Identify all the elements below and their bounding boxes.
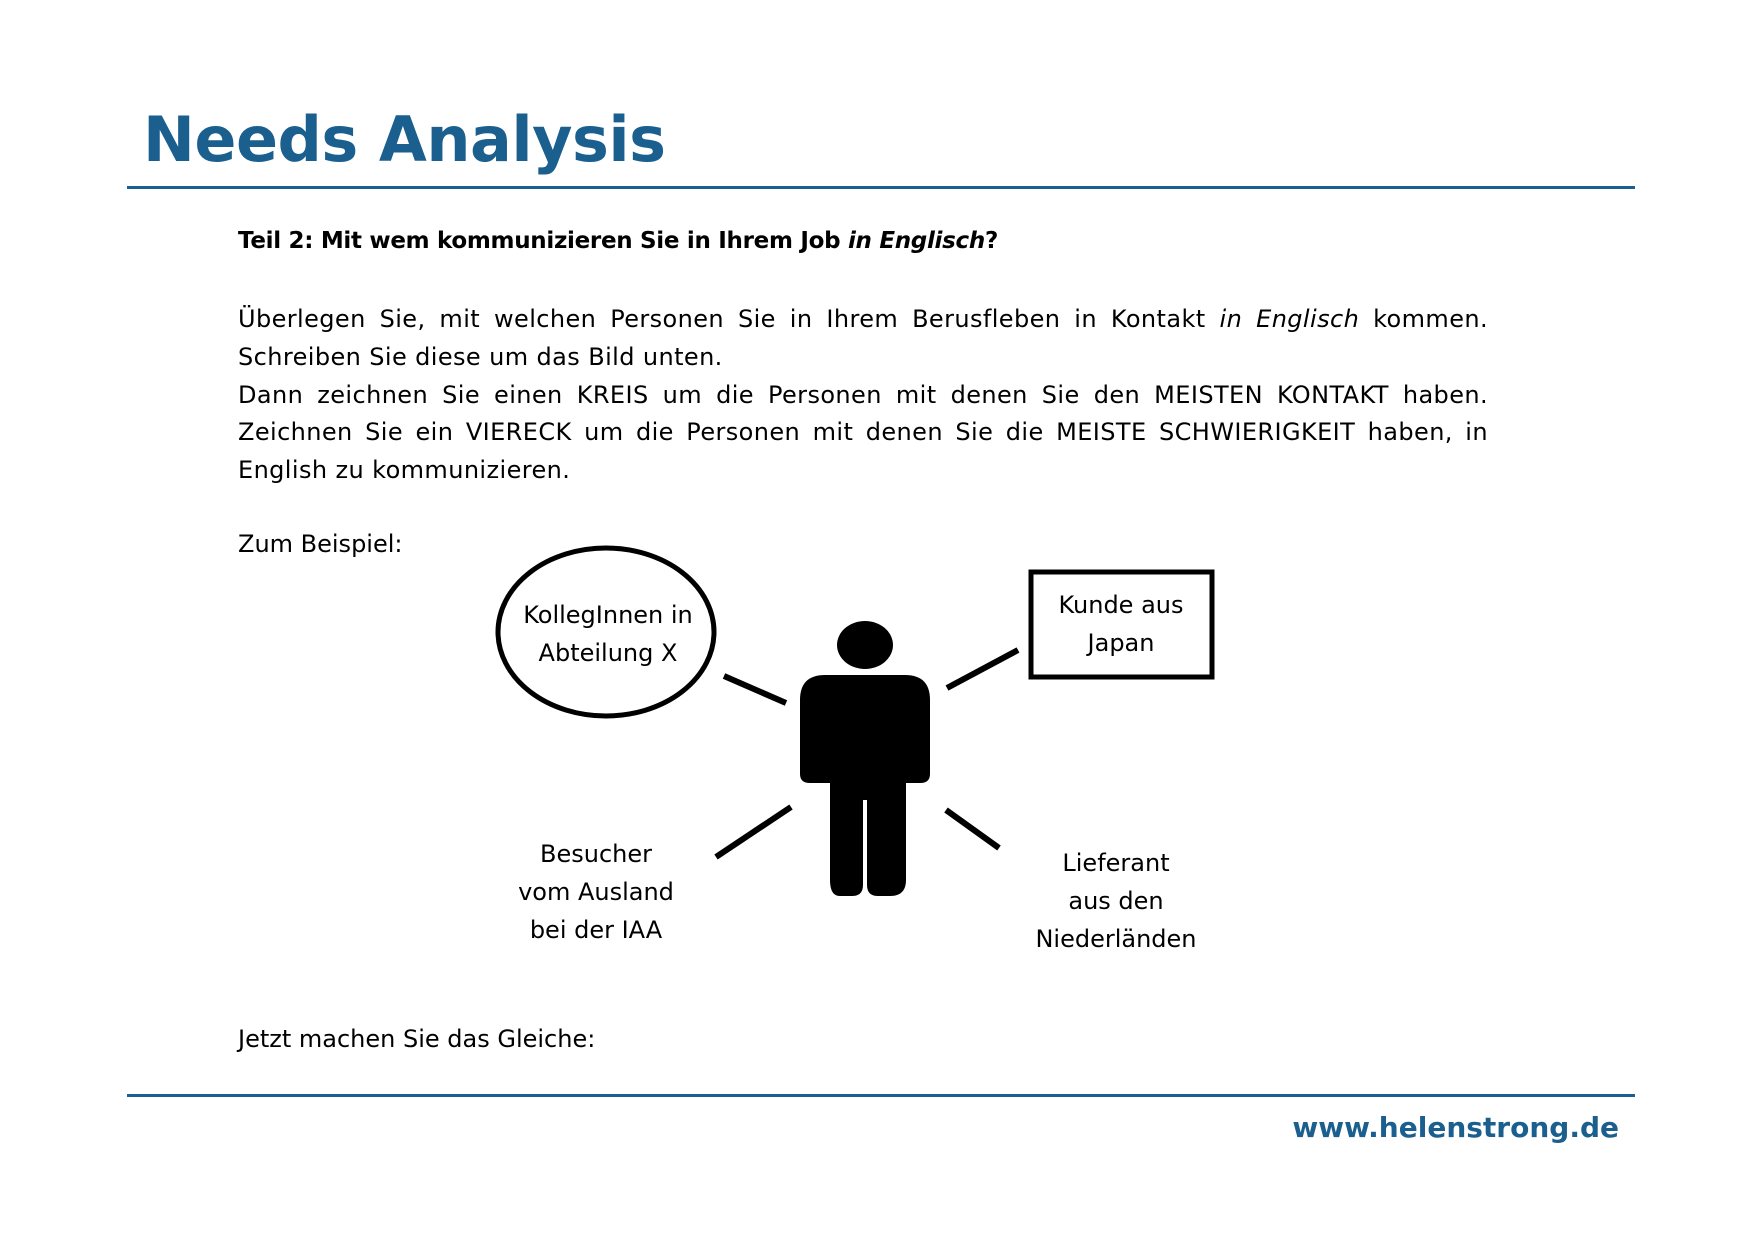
node-visitor-line-3: bei der IAA (529, 916, 663, 944)
section-heading-emphasis: in Englisch (847, 228, 985, 254)
node-customer-line-2: Japan (1087, 629, 1155, 657)
instruction-p1-start: Überlegen Sie, mit welchen Personen Sie in Ihrem Berusfleben in Kontakt (238, 305, 1220, 333)
node-supplier-line-1: Lieferant (1062, 849, 1170, 877)
node-colleagues-line-1: KollegInnen in (523, 601, 693, 629)
node-supplier (1011, 844, 1221, 958)
node-customer (1032, 586, 1210, 662)
person-icon (800, 621, 930, 896)
instruction-p1-emphasis: in Englisch (1219, 305, 1360, 333)
connector-supplier (946, 810, 999, 848)
section-heading-suffix: ? (984, 228, 998, 254)
node-supplier-line-3: Niederländen (1035, 925, 1197, 953)
node-visitor (496, 835, 696, 949)
node-supplier-line-2: aus den (1068, 887, 1164, 915)
connector-colleagues (724, 676, 786, 703)
instruction-p1-end: kommen. Schreiben Sie diese um das Bild unten. (238, 305, 1489, 371)
connector-customer (947, 650, 1018, 688)
page-title: Needs Analysis (143, 103, 666, 176)
node-visitor-line-2: vom Ausland (518, 878, 674, 906)
node-colleagues-line-2: Abteilung X (538, 639, 678, 667)
footer-divider (127, 1094, 1635, 1097)
instruction-paragraph-2: Dann zeichnen Sie einen KREIS um die Personen mit denen Sie den MEISTEN KONTAKT haben. Zeichnen Sie ein VIERECK um die Personen mit denen Sie die MEISTE SCHWIERIGKEIT haben, in English zu kommunizieren. (238, 380, 1488, 485)
example-label: Zum Beispiel: (238, 530, 403, 558)
node-customer-line-1: Kunde aus (1058, 591, 1184, 619)
closing-prompt: Jetzt machen Sie das Gleiche: (238, 1025, 596, 1053)
node-visitor-line-1: Besucher (540, 840, 652, 868)
section-heading-prefix: Teil 2: Mit wem kommunizieren Sie in Ihrem Job (238, 228, 848, 254)
connector-visitor (716, 807, 791, 857)
website-link[interactable]: www.helenstrong.de (1292, 1111, 1619, 1144)
node-colleagues (503, 596, 713, 672)
